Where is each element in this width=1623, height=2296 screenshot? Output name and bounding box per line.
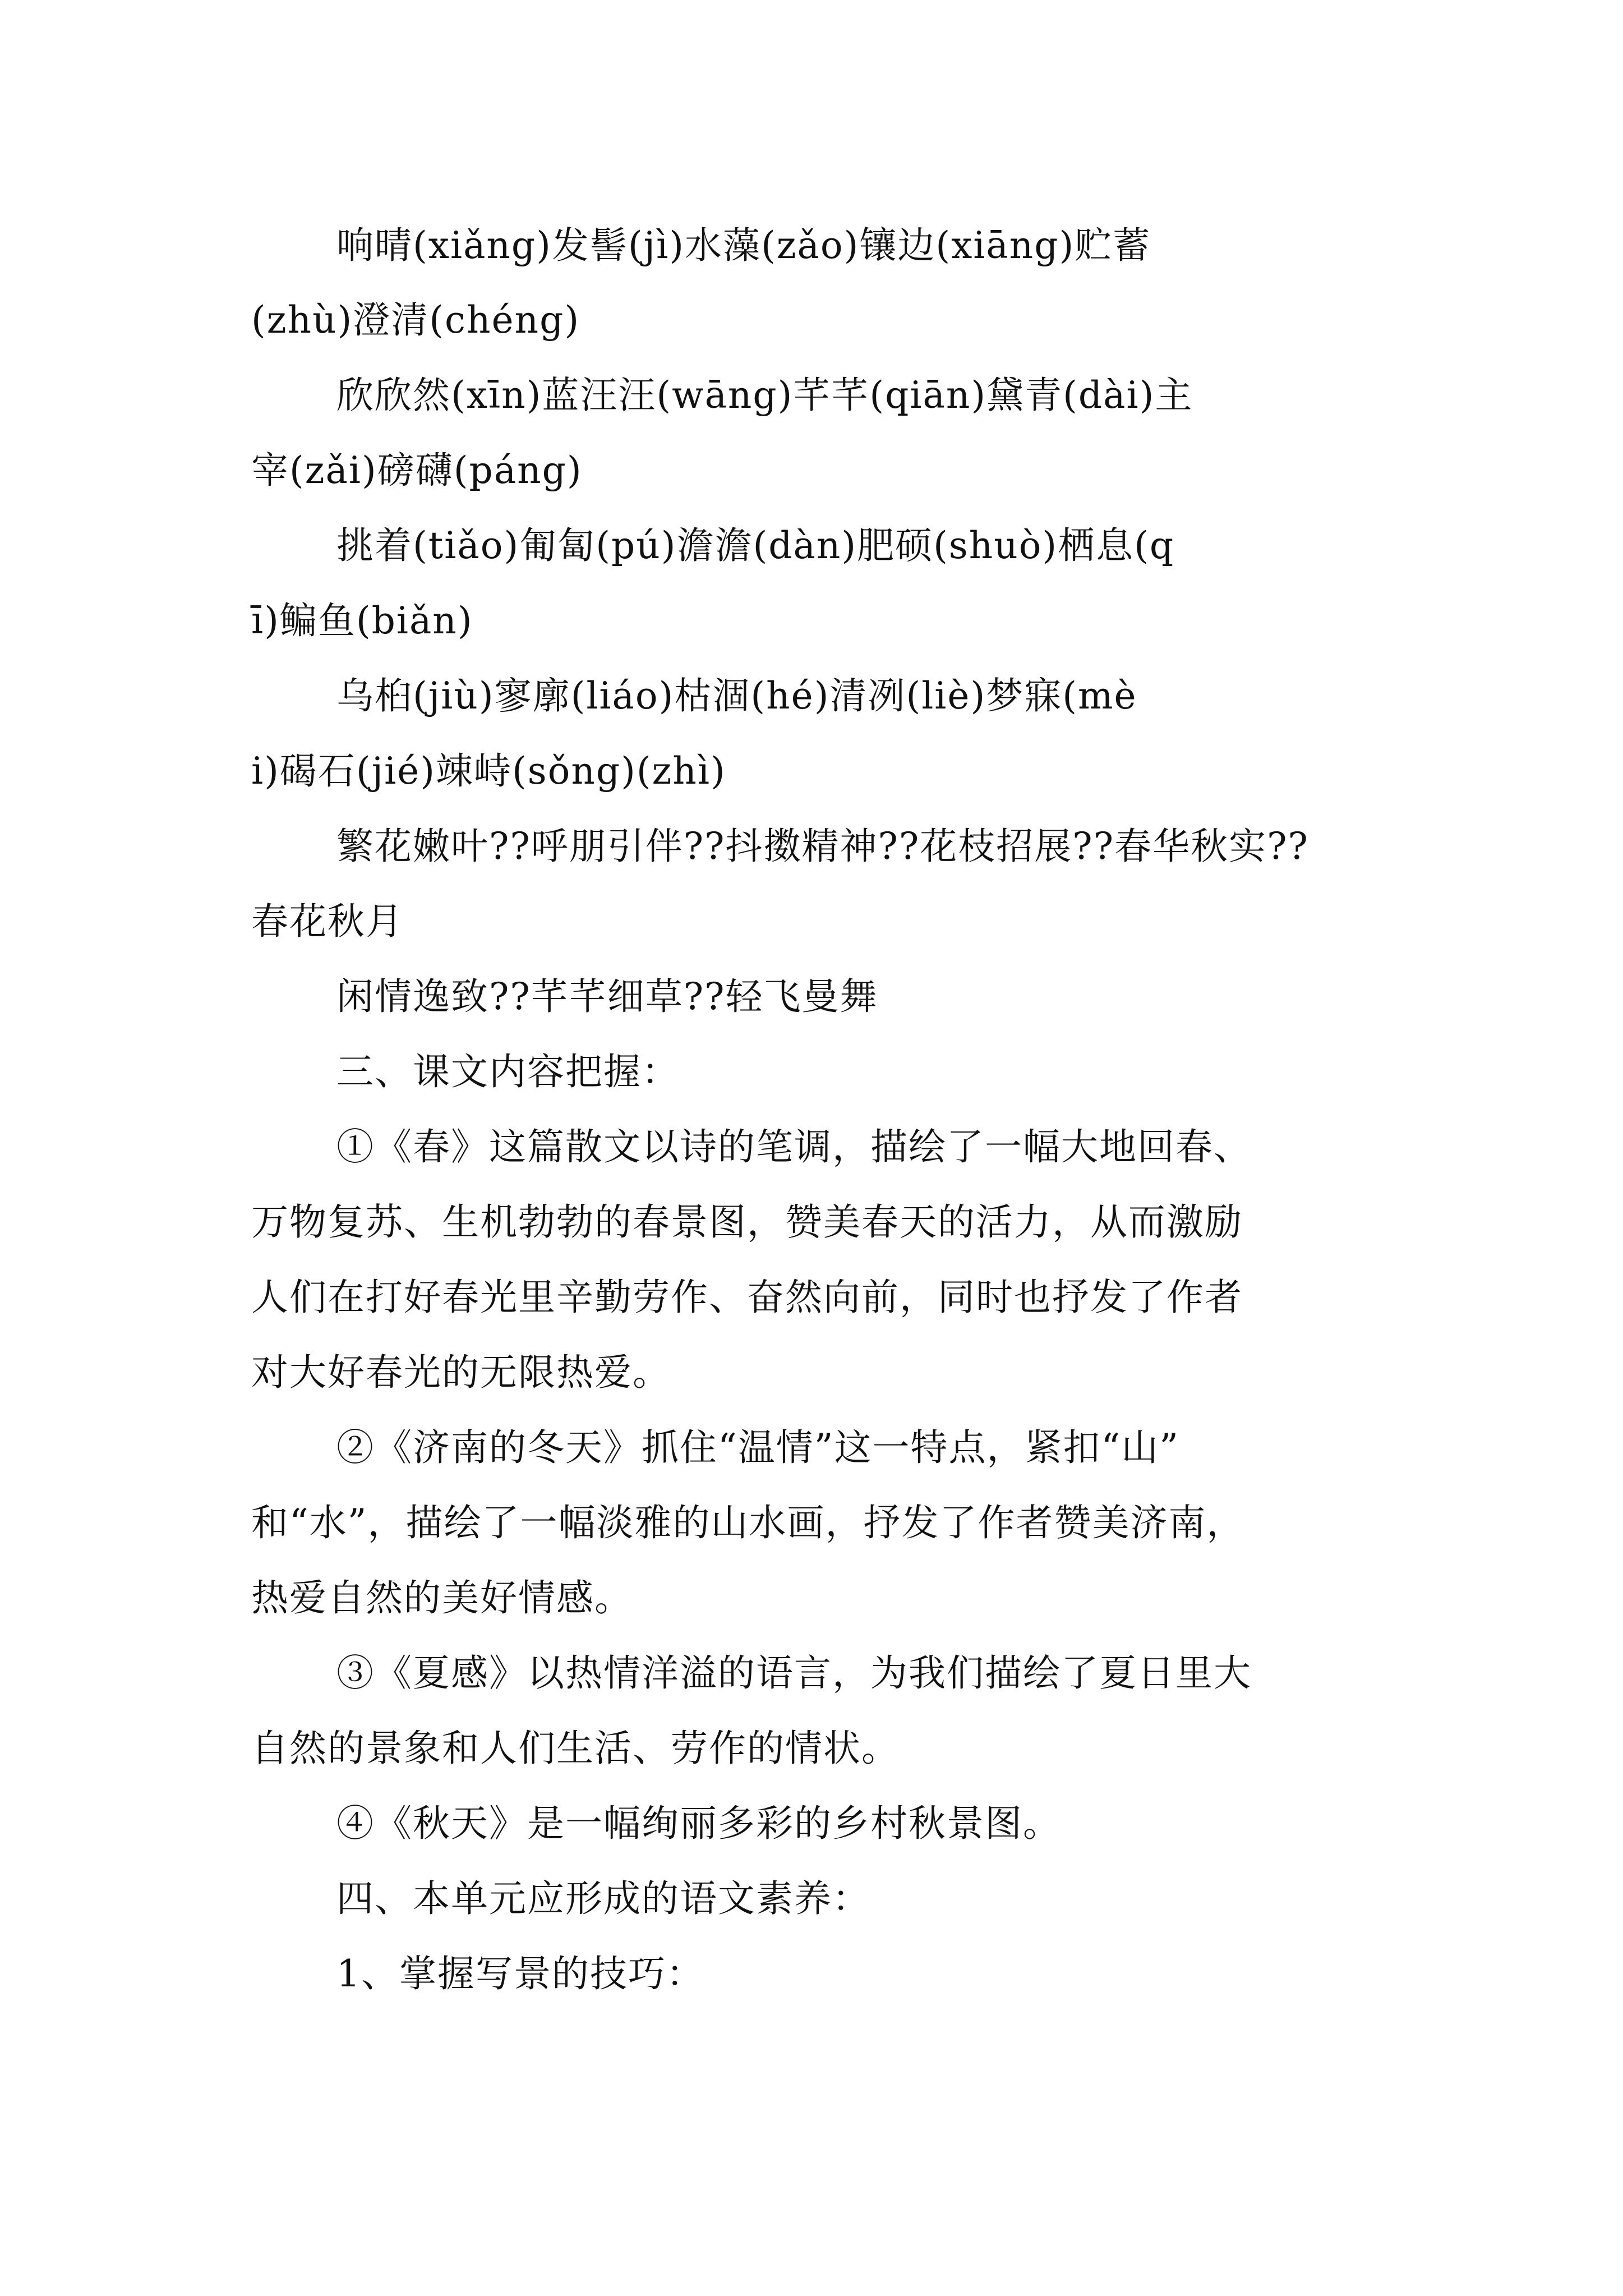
text-line: 万物复苏、生机勃勃的春景图，赞美春天的活力，从而激励 bbox=[251, 1200, 1243, 1244]
text-line: i)碣石(jié)竦峙(sǒng)(zhì) bbox=[251, 749, 726, 793]
text-line: 和“水”，描绘了一幅淡雅的山水画，抒发了作者赞美济南， bbox=[251, 1501, 1245, 1544]
text-line: 热爱自然的美好情感。 bbox=[251, 1576, 633, 1619]
text-line: 对大好春光的无限热爱。 bbox=[251, 1351, 671, 1394]
subsection-heading: 1、掌握写景的技巧： bbox=[336, 1952, 704, 1995]
text-line: 闲情逸致??芊芊细草??轻飞曼舞 bbox=[336, 975, 878, 1018]
text-line: ①《春》这篇散文以诗的笔调，描绘了一幅大地回春、 bbox=[336, 1125, 1252, 1168]
text-line: 响晴(xiǎng)发髻(jì)水藻(zǎo)镶边(xiāng)贮蓄 bbox=[336, 224, 1151, 267]
text-line: (zhù)澄清(chéng) bbox=[251, 298, 580, 342]
text-line: 繁花嫩叶??呼朋引伴??抖擞精神??花枝招展??春华秋实?? bbox=[336, 825, 1309, 868]
section-heading: 三、课文内容把握： bbox=[336, 1050, 680, 1093]
text-line: ī)鳊鱼(biǎn) bbox=[251, 599, 473, 642]
text-line: 挑着(tiǎo)匍匐(pú)澹澹(dàn)肥硕(shuò)栖息(q bbox=[336, 524, 1175, 567]
text-line: ②《济南的冬天》抓住“温情”这一特点，紧扣“山” bbox=[336, 1426, 1179, 1469]
text-line: 自然的景象和人们生活、劳作的情状。 bbox=[251, 1727, 900, 1770]
text-line: ③《夏感》以热情洋溢的语言，为我们描绘了夏日里大 bbox=[336, 1651, 1252, 1695]
text-line: 欣欣然(xīn)蓝汪汪(wāng)芊芊(qiān)黛青(dài)主 bbox=[336, 374, 1193, 417]
text-line: 乌桕(jiù)寥廓(liáo)枯涸(hé)清冽(liè)梦寐(mè bbox=[336, 674, 1137, 717]
text-line: ④《秋天》是一幅绚丽多彩的乡村秋景图。 bbox=[336, 1802, 1061, 1845]
section-heading: 四、本单元应形成的语文素养： bbox=[336, 1877, 870, 1920]
text-line: 人们在打好春光里辛勤劳作、奋然向前，同时也抒发了作者 bbox=[251, 1276, 1243, 1319]
text-line: 春花秋月 bbox=[251, 900, 404, 943]
text-line: 宰(zǎi)磅礴(páng) bbox=[251, 449, 583, 492]
